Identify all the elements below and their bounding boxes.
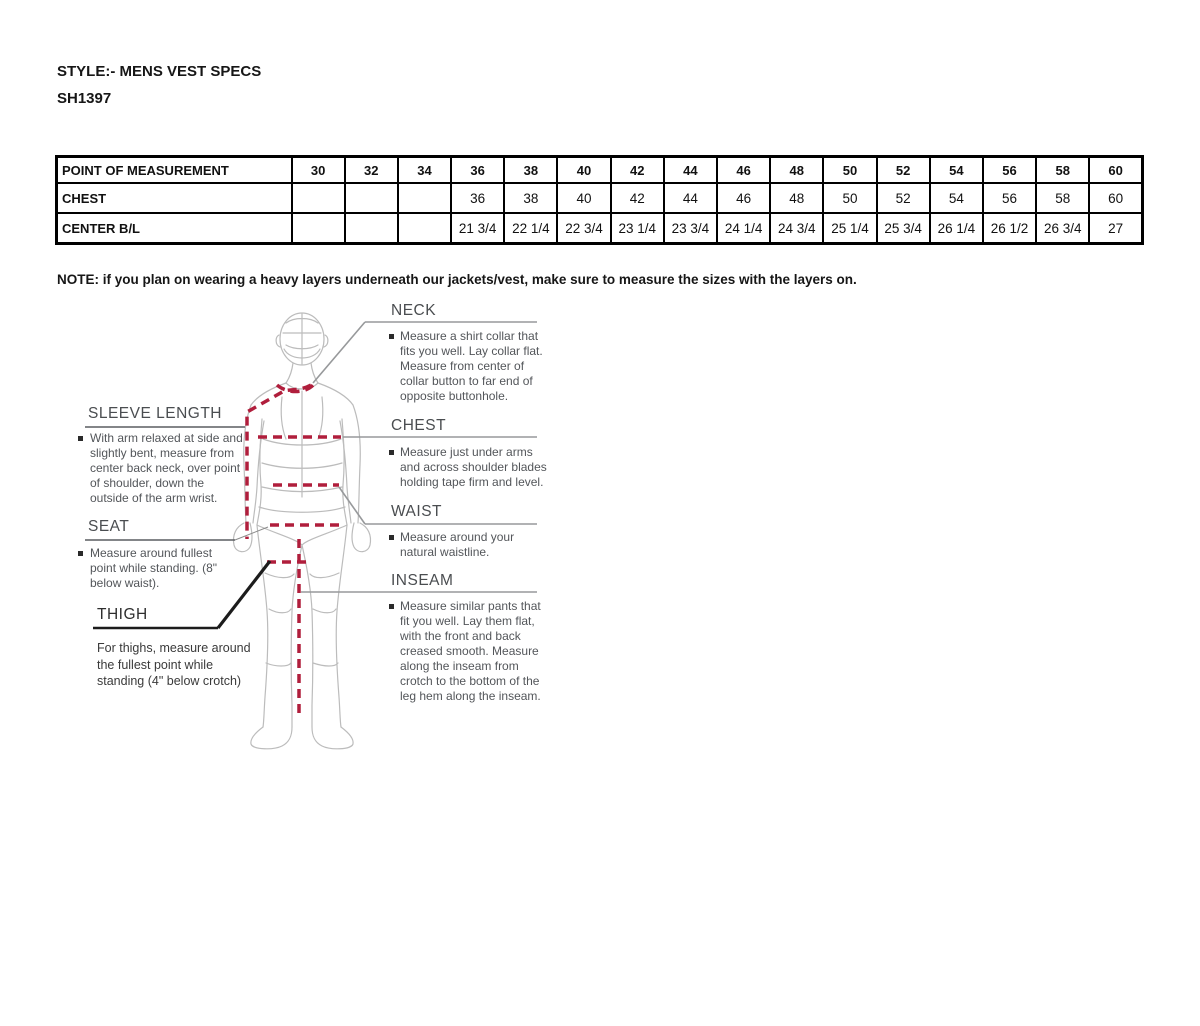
row-label: CHEST	[57, 183, 292, 213]
measurement-cell: 24 1/4	[717, 213, 770, 244]
measurement-cell: 26 1/2	[983, 213, 1036, 244]
neck-bullet	[389, 334, 394, 339]
measurement-cell: 50	[823, 183, 876, 213]
size-column-header: 32	[345, 157, 398, 184]
measurement-cell: 46	[717, 183, 770, 213]
chest-heading: CHEST	[391, 417, 447, 434]
style-number: SH1397	[57, 90, 112, 107]
sleeve-length-heading: SLEEVE LENGTH	[88, 405, 222, 422]
row-label: CENTER B/L	[57, 213, 292, 244]
measurement-cell: 22 1/4	[504, 213, 557, 244]
neck-description: Measure a shirt collar that fits you well. Lay collar flat. Measure from center of collar button to far end of opposite buttonhole.	[400, 329, 543, 403]
seat-description: Measure around fullest point while standing. (8" below waist).	[90, 546, 218, 590]
measurement-cell	[292, 213, 345, 244]
measurement-cell: 44	[664, 183, 717, 213]
measurement-cell: 40	[557, 183, 610, 213]
inseam-description: Measure similar pants that fit you well. Lay them flat, with the front and back creased smooth. Measure along the inseam from crotch to the bottom of the leg hem along the inseam.	[400, 599, 541, 703]
size-column-header: 46	[717, 157, 770, 184]
thigh-description: For thighs, measure around the fullest point while standing (4" below crotch)	[97, 641, 251, 688]
measurement-cell: 27	[1089, 213, 1142, 244]
measurement-point-header: POINT OF MEASUREMENT	[57, 157, 292, 184]
neck-heading: NECK	[391, 302, 437, 319]
seat-bullet	[78, 551, 83, 556]
sleeve-length-bullet	[78, 436, 83, 441]
size-column-header: 44	[664, 157, 717, 184]
measurement-cell: 48	[770, 183, 823, 213]
waist-leader	[339, 487, 365, 524]
size-table	[55, 155, 1144, 245]
chest-description: Measure just under arms and across shoulder blades holding tape firm and level.	[400, 445, 547, 489]
seat-heading: SEAT	[88, 518, 130, 535]
size-column-header: 50	[823, 157, 876, 184]
size-column-header: 36	[451, 157, 504, 184]
page-title: STYLE:- MENS VEST SPECS	[57, 63, 262, 80]
size-table-header-row	[57, 157, 1143, 184]
sleeve-length-description: With arm relaxed at side and slightly bent, measure from center back neck, over point of shoulder, down the outside of the arm wrist.	[90, 431, 243, 505]
measurement-cell: 23 3/4	[664, 213, 717, 244]
size-table-body	[57, 183, 1143, 244]
measurement-cell: 58	[1036, 183, 1089, 213]
size-table-row	[57, 183, 1143, 213]
measurement-cell	[398, 213, 451, 244]
measurement-cell: 22 3/4	[557, 213, 610, 244]
measurement-cell: 25 1/4	[823, 213, 876, 244]
waist-description: Measure around your natural waistline.	[400, 530, 515, 559]
size-column-header: 58	[1036, 157, 1089, 184]
size-table-row	[57, 213, 1143, 244]
measurement-cell: 26 3/4	[1036, 213, 1089, 244]
layers-note: NOTE: if you plan on wearing a heavy layers underneath our jackets/vest, make sure to measure the sizes with the layers on.	[57, 272, 857, 287]
size-column-header: 42	[611, 157, 664, 184]
measurement-cell: 60	[1089, 183, 1142, 213]
measurement-cell: 26 1/4	[930, 213, 983, 244]
size-column-header: 34	[398, 157, 451, 184]
measurement-cell: 54	[930, 183, 983, 213]
thigh-heading: THIGH	[97, 606, 148, 623]
measurement-cell: 42	[611, 183, 664, 213]
size-column-header: 30	[292, 157, 345, 184]
size-column-header: 60	[1089, 157, 1142, 184]
size-column-header: 54	[930, 157, 983, 184]
measurement-cell	[345, 213, 398, 244]
measurement-cell: 25 3/4	[877, 213, 930, 244]
measurement-cell: 56	[983, 183, 1036, 213]
size-column-header: 52	[877, 157, 930, 184]
size-column-header: 56	[983, 157, 1036, 184]
measurement-cell	[345, 183, 398, 213]
size-column-header: 38	[504, 157, 557, 184]
measurement-cell: 24 3/4	[770, 213, 823, 244]
measurement-cell: 38	[504, 183, 557, 213]
chest-bullet	[389, 450, 394, 455]
measurement-cell	[398, 183, 451, 213]
size-column-header: 40	[557, 157, 610, 184]
inseam-bullet	[389, 604, 394, 609]
measurement-cell	[292, 183, 345, 213]
measurement-cell: 36	[451, 183, 504, 213]
measurement-cell: 52	[877, 183, 930, 213]
inseam-heading: INSEAM	[391, 572, 454, 589]
measurement-cell: 23 1/4	[611, 213, 664, 244]
measurement-cell: 21 3/4	[451, 213, 504, 244]
waist-heading: WAIST	[391, 503, 443, 520]
size-column-header: 48	[770, 157, 823, 184]
waist-bullet	[389, 535, 394, 540]
